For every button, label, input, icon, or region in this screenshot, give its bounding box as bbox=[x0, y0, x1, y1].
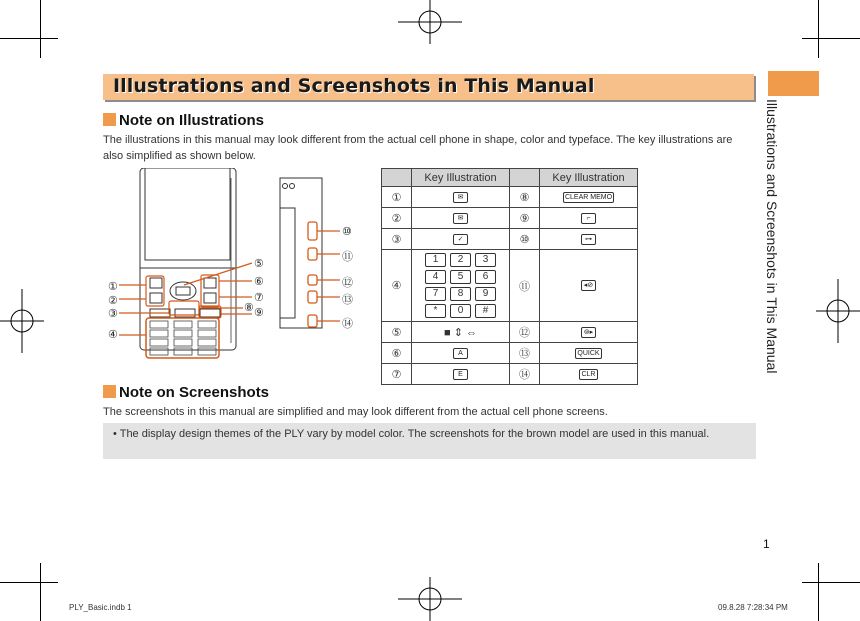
directional-key-icon: ■ ⇕ ⇔ bbox=[444, 326, 477, 339]
table-row: ② ✉ ⑨ ⌐ bbox=[382, 208, 638, 229]
crop-mark bbox=[802, 38, 860, 39]
crop-mark bbox=[40, 0, 41, 58]
end-call-key-icon: ⌐ bbox=[581, 213, 596, 224]
footer-file: PLY_Basic.indb 1 bbox=[69, 603, 132, 612]
crop-mark bbox=[0, 38, 58, 39]
volume-key-icon: ◂⊘ bbox=[581, 280, 596, 291]
send-key-icon: ✓ bbox=[453, 234, 468, 245]
section-banner bbox=[103, 74, 754, 100]
callout-number: ⑨ bbox=[254, 307, 264, 319]
crop-mark bbox=[818, 563, 819, 621]
table-row: ⑦ E ⑭ CLR bbox=[382, 364, 638, 385]
table-row: ⑤ ■ ⇕ ⇔ ⑫ ⊚▸ bbox=[382, 322, 638, 343]
registration-mark-icon bbox=[816, 279, 860, 343]
callout-number: ⑭ bbox=[342, 318, 353, 330]
square-bullet-icon bbox=[103, 385, 116, 398]
crop-mark bbox=[818, 0, 819, 58]
side-tab bbox=[768, 71, 819, 96]
side-tab-label: Illustrations and Screenshots in This Manual bbox=[764, 99, 780, 374]
note-box bbox=[103, 423, 756, 459]
lock-key-icon: ⊶ bbox=[581, 234, 596, 245]
clr-key-icon: CLR bbox=[581, 370, 596, 378]
callout-number: ① bbox=[108, 281, 118, 293]
callout-number: ⑤ bbox=[254, 258, 264, 270]
envelope-key-icon: ✉ bbox=[453, 213, 468, 224]
mail-key-icon: ✉ bbox=[453, 192, 468, 203]
square-bullet-icon bbox=[103, 113, 116, 126]
key-illustration-table bbox=[381, 168, 638, 385]
clear-memo-key-icon: CLEAR MEMO bbox=[564, 193, 613, 201]
e-key-icon: E bbox=[453, 369, 468, 380]
callout-number: ③ bbox=[108, 308, 118, 320]
table-row: ③ ✓ ⑩ ⊶ bbox=[382, 229, 638, 250]
phone-front-illustration-icon bbox=[100, 168, 370, 368]
callout-number: ⑩ bbox=[342, 226, 352, 238]
callout-number: ⑬ bbox=[342, 294, 353, 306]
registration-mark-icon bbox=[398, 0, 462, 44]
keypad-icon: 1 2 3 4 5 6 7 8 9 * 0 # bbox=[425, 250, 496, 321]
camera-key-icon: ⊚▸ bbox=[581, 327, 596, 338]
illustrations-body: The illustrations in this manual may look different from the actual cell phone in shape, color and typeface. The key illustrations are also simplified as shown below. bbox=[103, 134, 733, 162]
table-row: ⑥ A ⑬ QUICK bbox=[382, 343, 638, 364]
note-text: The display design themes of the PLY vary by model color. The screenshots for the brown model are used in this manual. bbox=[119, 428, 710, 440]
screenshots-heading: Note on Screenshots bbox=[103, 384, 269, 401]
table-row: ④ 1 2 3 4 5 6 7 8 9 * 0 # ⑪ ◂⊘ bbox=[382, 250, 638, 322]
callout-number: ② bbox=[108, 295, 118, 307]
table-row: ① ✉ ⑧ CLEAR MEMO bbox=[382, 187, 638, 208]
crop-mark bbox=[40, 563, 41, 621]
callout-number: ④ bbox=[108, 329, 118, 341]
crop-mark bbox=[0, 582, 58, 583]
crop-mark bbox=[802, 582, 860, 583]
callout-number: ⑥ bbox=[254, 276, 264, 288]
bullet-icon: • bbox=[113, 428, 120, 440]
illustrations-heading: Note on Illustrations bbox=[103, 112, 264, 129]
callout-number: ⑫ bbox=[342, 277, 353, 289]
quick-key-icon: QUICK bbox=[577, 349, 600, 357]
registration-mark-icon bbox=[0, 289, 44, 353]
footer-timestamp: 09.8.28 7:28:34 PM bbox=[718, 603, 788, 612]
callout-number: ⑧ bbox=[244, 302, 254, 314]
table-header: Key Illustration bbox=[540, 169, 638, 187]
a-key-icon: A bbox=[453, 348, 468, 359]
callout-number: ⑪ bbox=[342, 251, 353, 263]
section-title: Illustrations and Screenshots in This Manual bbox=[113, 75, 595, 97]
callout-number: ⑦ bbox=[254, 292, 264, 304]
registration-mark-icon bbox=[398, 577, 462, 621]
screenshots-body: The screenshots in this manual are simplified and may look different from the actual cell phone screens. bbox=[103, 406, 608, 418]
page-number: 1 bbox=[763, 537, 770, 551]
table-header: Key Illustration bbox=[412, 169, 510, 187]
